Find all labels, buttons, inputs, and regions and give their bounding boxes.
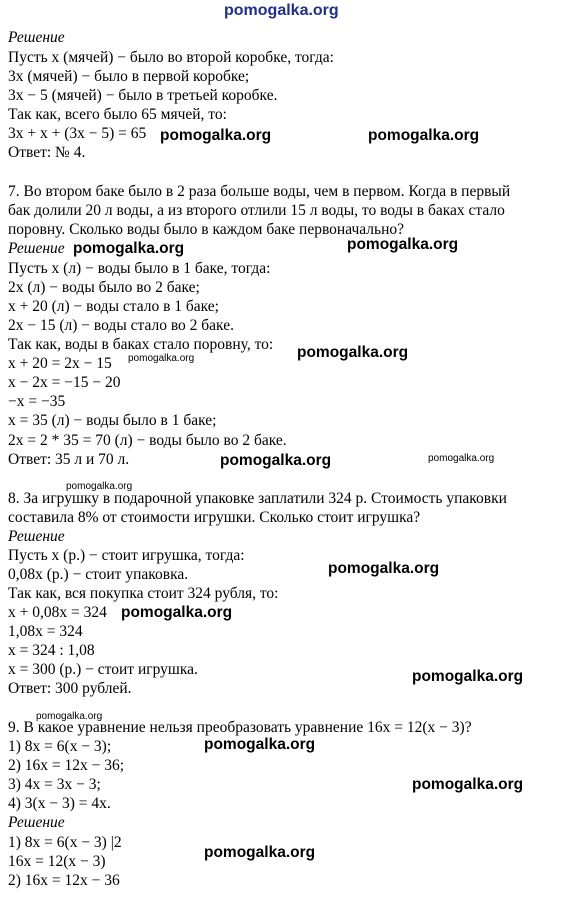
text-line: 2x (л) − воды было во 2 баке; [8, 279, 200, 296]
text-line: 16x = 12(x − 3) [8, 853, 106, 870]
text-line: x + 20 (л) − воды стало в 1 баке; [8, 298, 219, 315]
problem-7-line: 7. Во втором баке было в 2 раза больше воды, чем в первом. Когда в первый [8, 183, 511, 200]
watermark: pomogalka.org [204, 736, 316, 753]
watermark: pomogalka.org [204, 844, 316, 861]
text-line: 3x − 5 (мячей) − было в третьей коробке. [8, 87, 278, 104]
text-line: 3x (мячей) − было в первой коробке; [8, 68, 250, 85]
solution-heading: Решение [8, 240, 65, 257]
text-line: Пусть x (р.) − стоит игрушка, тогда: [8, 547, 245, 564]
solution-heading: Решение [8, 29, 65, 46]
text-line: x + 20 = 2x − 15 [8, 355, 112, 372]
text-line: 1) 8x = 6(x − 3); [8, 738, 112, 755]
problem-8-line: составила 8% от стоимости игрушки. Сколько стоит игрушка? [8, 509, 421, 526]
text-line: x = 35 (л) − воды было в 1 баке; [8, 412, 217, 429]
watermark: pomogalka.org [220, 452, 332, 469]
watermark: pomogalka.org [36, 711, 103, 722]
text-line: 4) 3(x − 3) = 4x. [8, 795, 111, 812]
watermark: pomogalka.org [160, 127, 272, 144]
watermark: pomogalka.org [412, 668, 524, 685]
watermark: pomogalka.org [73, 240, 185, 257]
problem-7-line: поровну. Сколько воды было в каждом баке первоначально? [8, 221, 405, 238]
text-line: Так как, всего было 65 мячей, то: [8, 106, 227, 123]
text-line: 2x − 15 (л) − воды стало во 2 баке. [8, 317, 234, 334]
watermark-top: pomogalka.org [224, 2, 339, 19]
text-line: 1,08x = 324 [8, 623, 83, 640]
text-line: 0,08x (р.) − стоит упаковка. [8, 566, 189, 583]
text-line: −x = −35 [8, 393, 66, 410]
watermark: pomogalka.org [297, 344, 409, 361]
text-line: 2x = 2 * 35 = 70 (л) − воды было во 2 баке. [8, 432, 287, 449]
answer-line: Ответ: № 4. [8, 144, 86, 161]
watermark: pomogalka.org [66, 481, 133, 492]
answer-line: Ответ: 300 рублей. [8, 680, 132, 697]
text-line: Так как, воды в баках стало поровну, то: [8, 336, 274, 353]
text-line: 3x + x + (3x − 5) = 65 [8, 125, 147, 142]
text-line: Пусть x (мячей) − было во второй коробке, тогда: [8, 49, 334, 66]
watermark: pomogalka.org [368, 127, 480, 144]
watermark: pomogalka.org [328, 560, 440, 577]
text-line: x − 2x = −15 − 20 [8, 374, 121, 391]
answer-line: Ответ: 35 л и 70 л. [8, 451, 130, 468]
watermark: pomogalka.org [412, 776, 524, 793]
problem-7-line: бак долили 20 л воды, а из второго отлили 15 л воды, то воды в баках стало [8, 202, 505, 219]
watermark: pomogalka.org [121, 604, 233, 621]
text-line: x = 324 : 1,08 [8, 642, 95, 659]
text-line: Так как, вся покупка стоит 324 рубля, то: [8, 585, 279, 602]
problem-9-line: 9. В какое уравнение нельзя преобразовать уравнение 16x = 12(x − 3)? [8, 719, 472, 736]
text-line: x = 300 (р.) − стоит игрушка. [8, 661, 198, 678]
text-line: Пусть x (л) − воды было в 1 баке, тогда: [8, 260, 271, 277]
watermark: pomogalka.org [428, 453, 495, 464]
problem-8-line: 8. За игрушку в подарочной упаковке заплатили 324 р. Стоимость упаковки [8, 490, 507, 507]
solution-heading: Решение [8, 814, 65, 831]
watermark: pomogalka.org [347, 236, 459, 253]
text-line: 3) 4x = 3x − 3; [8, 776, 101, 793]
watermark: pomogalka.org [128, 353, 195, 364]
text-line: x + 0,08x = 324 [8, 604, 107, 621]
solution-heading: Решение [8, 528, 65, 545]
text-line: 2) 16x = 12x − 36; [8, 757, 125, 774]
text-line: 1) 8x = 6(x − 3) |2 [8, 834, 122, 851]
text-line: 2) 16x = 12x − 36 [8, 872, 120, 889]
